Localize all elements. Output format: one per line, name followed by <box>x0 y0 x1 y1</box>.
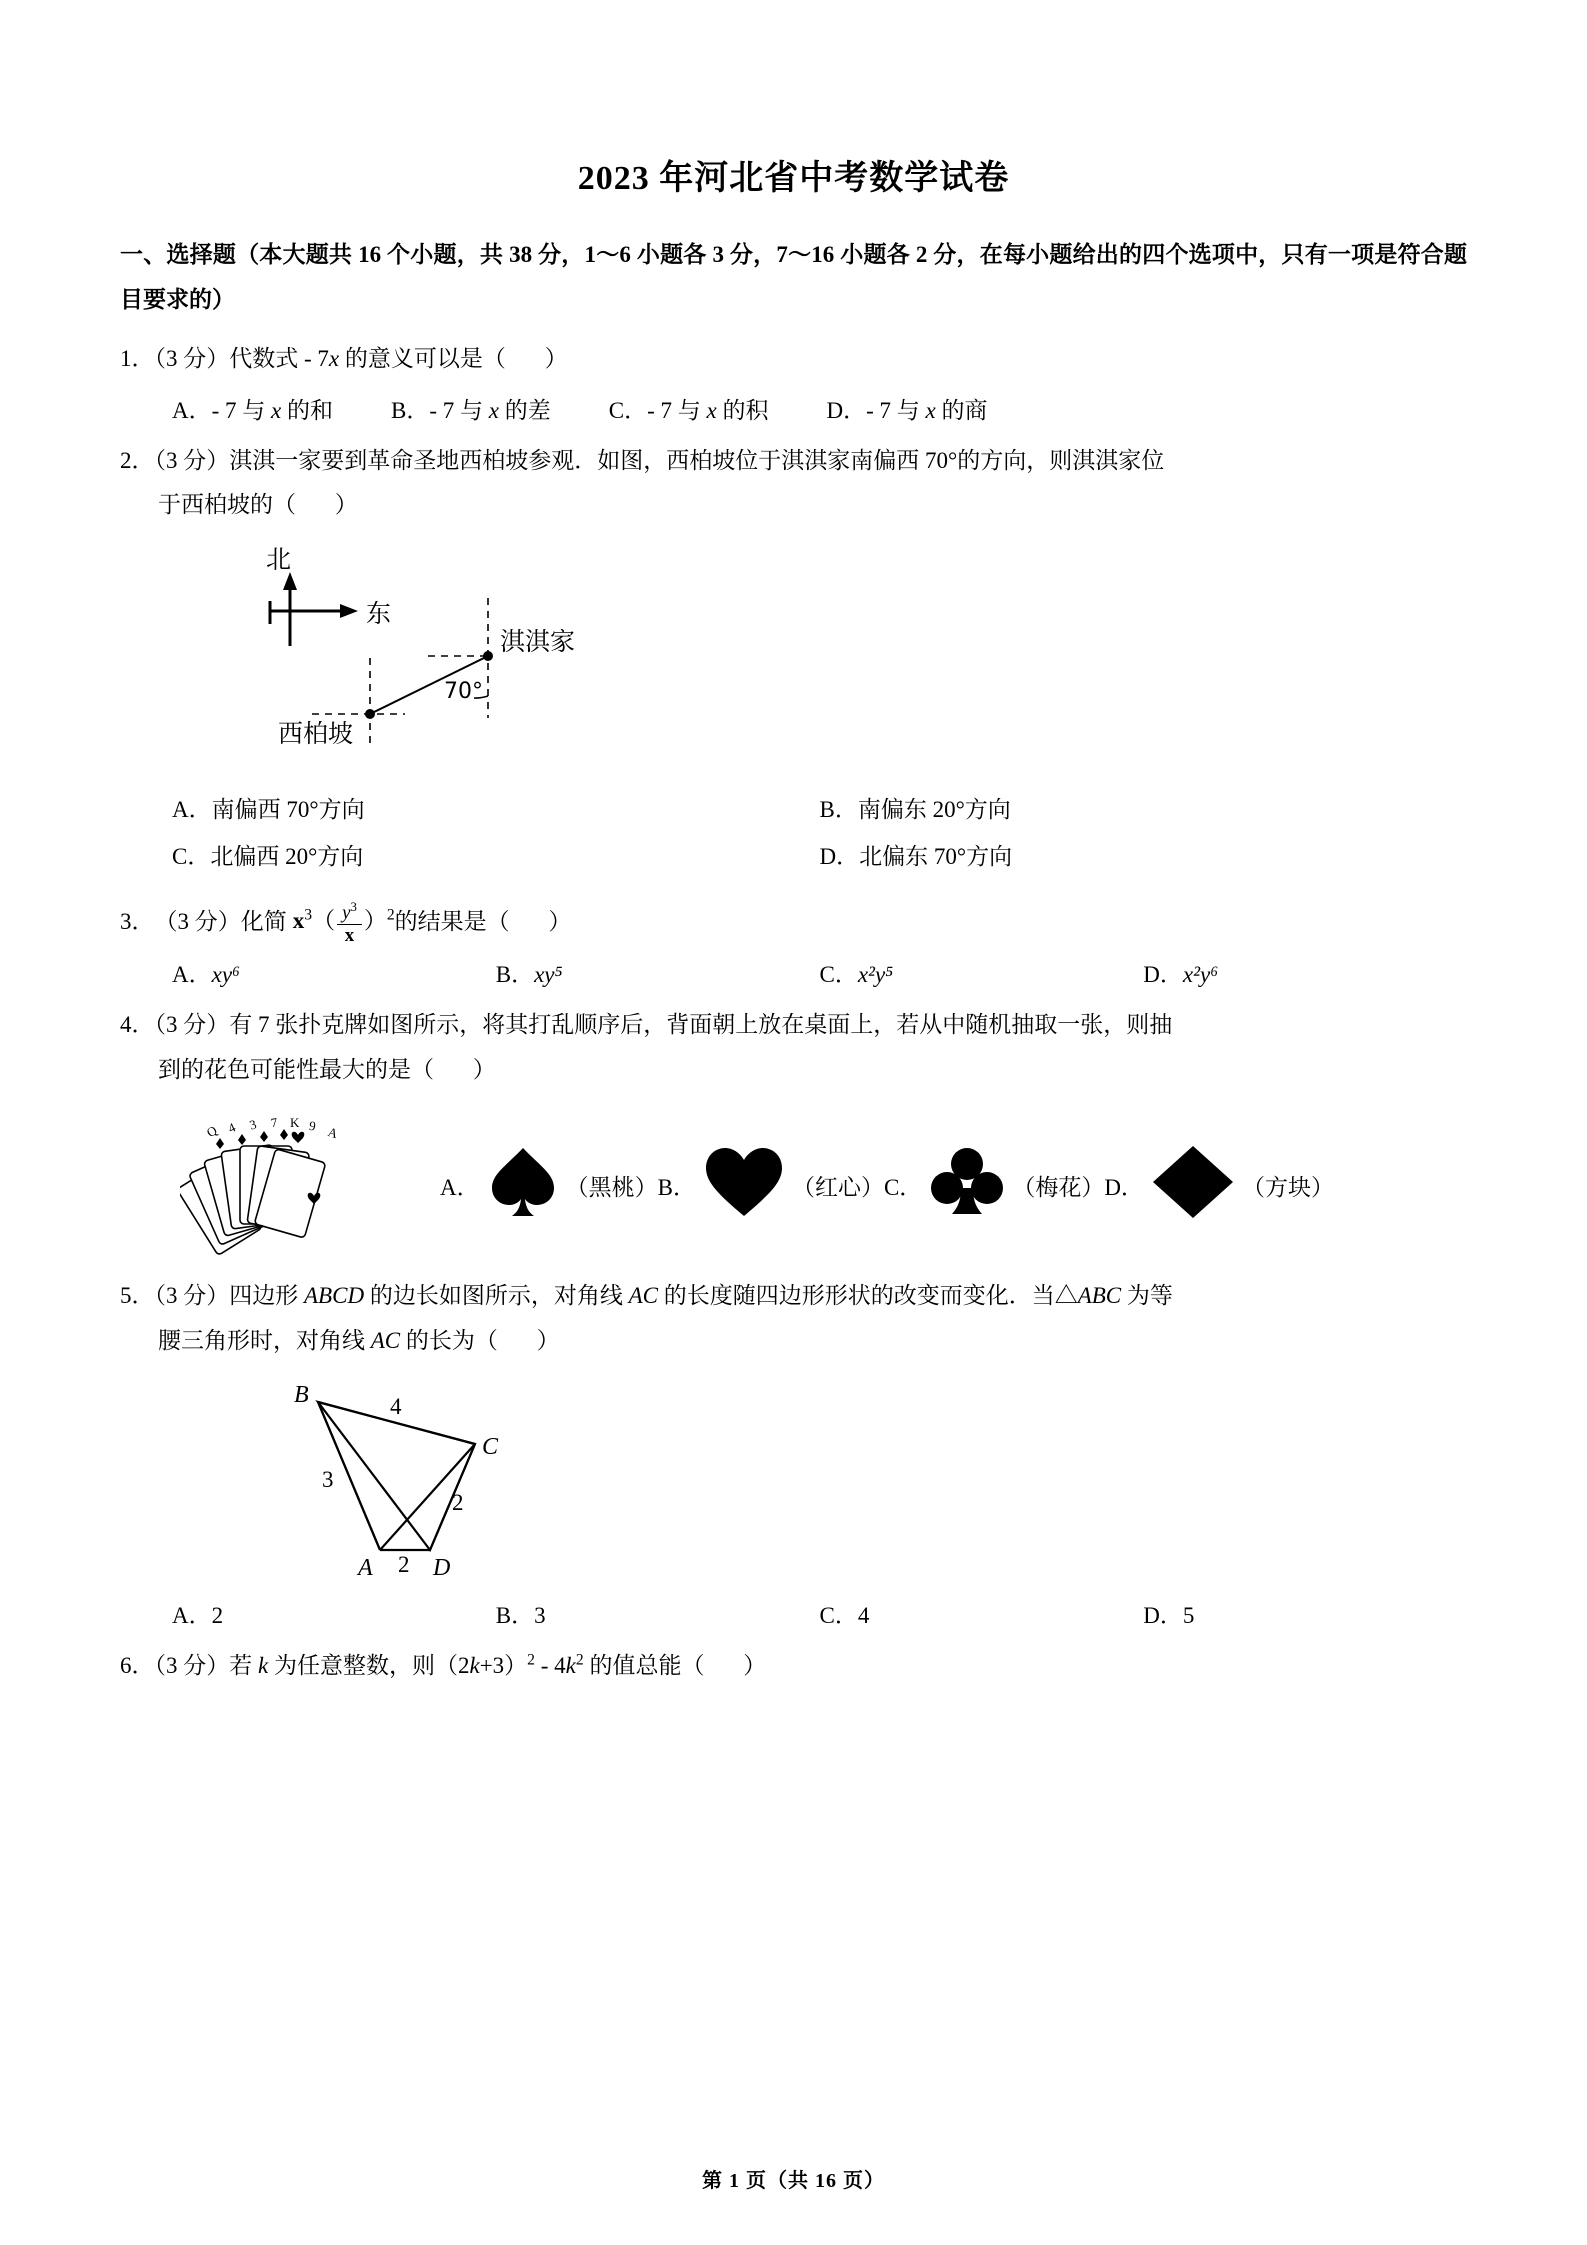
q1-stem-pre: 代数式 - 7 <box>229 345 329 371</box>
q1-option-a[interactable] <box>172 392 333 425</box>
q5-line2-a: 腰三角形时，对角线 <box>158 1328 371 1354</box>
q3-option-a[interactable] <box>172 956 496 989</box>
q5-option-b-text: 3 <box>534 1603 546 1629</box>
q3-option-a-expr: xy⁶ <box>211 961 241 987</box>
q4-option-a-tag: A． <box>440 1174 480 1200</box>
svg-text:3: 3 <box>247 1116 259 1133</box>
label-north: 北 <box>266 546 292 575</box>
q1-option-b-text-b: 的差 <box>499 397 551 423</box>
q3-number: 3 <box>120 909 132 935</box>
q3-option-c-tag: C． <box>819 961 858 987</box>
q5-line1-abc: ABC <box>1077 1283 1122 1309</box>
q1-option-c-text-a: - 7 与 <box>647 397 707 423</box>
q3-frac-num-exp: 3 <box>350 900 357 915</box>
q6-k3: k <box>565 1653 576 1679</box>
question-6: 6．（3 分）若 k 为任意整数，则$(2k+3)^2 - 4k^2$ 的值总能（ ） <box>120 1651 767 1679</box>
q6-stem-c: +3） <box>479 1653 528 1679</box>
q3-score: （3 分） <box>154 909 241 935</box>
q5-option-d-text: 5 <box>1182 1603 1195 1629</box>
q3-base-exp: 3 <box>304 906 313 924</box>
page-title: 2023 年河北省中考数学试卷 <box>577 160 1010 197</box>
svg-text:A: A <box>326 1124 340 1142</box>
q1-option-c-text-b: 的积 <box>716 397 769 423</box>
q6-stem-a: 若 <box>229 1653 258 1679</box>
q1-number: 1 <box>120 345 132 371</box>
q1-option-b-text-a: - 7 与 <box>429 397 489 423</box>
q5-number: 5 <box>120 1283 132 1309</box>
q2-number: 2 <box>120 447 132 473</box>
q3-fraction <box>337 900 362 946</box>
q1-option-a-var: x <box>271 397 282 423</box>
q1-option-b-tag: B． <box>391 397 430 423</box>
question-4-figure-row <box>180 1110 1467 1260</box>
question-2-figure <box>230 546 1467 781</box>
q5-score: （3 分） <box>154 1283 230 1309</box>
vertex-a: A <box>358 1555 373 1582</box>
heart-icon <box>702 1144 786 1226</box>
q1-variable: x <box>328 345 340 371</box>
label-east: 东 <box>366 599 392 629</box>
q3-stem-pre: 化简 <box>240 909 287 935</box>
side-bc: 4 <box>390 1394 402 1420</box>
question-3-options <box>172 956 1467 989</box>
q2-line1: 淇淇一家要到革命圣地西柏坡参观．如图，西柏坡位于淇淇家南偏西 70°的方向，则淇淇家位 <box>229 447 1165 473</box>
q3-option-c-expr: x²y⁵ <box>857 961 894 987</box>
question-5-figure <box>270 1382 1467 1587</box>
q5-line2-end: ） <box>536 1328 560 1354</box>
question-1: 1．（3 分）代数式 - 7x 的意义可以是（ ） <box>120 345 568 371</box>
q3-option-b-expr: xy⁵ <box>534 961 563 987</box>
vertex-c: C <box>482 1434 499 1461</box>
q5-line2-wrap <box>158 1319 1467 1364</box>
q1-option-a-text-a: - 7 与 <box>211 397 272 423</box>
q4-option-a-name: （黑桃） <box>565 1174 658 1200</box>
q3-option-b[interactable] <box>496 956 820 989</box>
section-heading: 一、选择题（本大题共 16 个小题，共 38 分，1～6 小题各 3 分，7～16 小题各 2 分，在每小题给出的四个选项中，只有一项是符合题目要求的） <box>120 242 1467 312</box>
q3-option-d[interactable] <box>1143 956 1467 989</box>
question-4: 4．（3 分）有 7 张扑克牌如图所示，将其打乱顺序后，背面朝上放在桌面上，若从中随机抽取一张，则抽 到的花色可能性最大的是（ ） <box>120 1003 1467 1093</box>
q5-option-c-tag: C． <box>819 1603 858 1629</box>
q6-sup1: 2 <box>527 1651 535 1669</box>
diamond-icon <box>1150 1143 1236 1227</box>
svg-text:Q: Q <box>203 1122 220 1141</box>
svg-text:4: 4 <box>225 1119 238 1137</box>
q6-stem-e: 的值总能（ <box>583 1653 705 1679</box>
q1-stem-post: 的意义可以是（ <box>339 345 506 371</box>
q2-option-d[interactable] <box>820 838 1468 871</box>
q1-option-c-tag: C． <box>608 397 648 423</box>
q4-option-b-tag: B． <box>657 1174 696 1200</box>
q5-option-a[interactable] <box>172 1597 496 1630</box>
q6-number: 6 <box>120 1653 132 1679</box>
q1-option-a-tag: A． <box>172 397 212 423</box>
q6-stem-end: ） <box>743 1653 767 1679</box>
q4-option-c-tag: C． <box>883 1174 923 1200</box>
svg-text:9: 9 <box>308 1118 317 1135</box>
q3-option-a-tag: A． <box>172 961 212 987</box>
svg-text:K: K <box>290 1115 300 1131</box>
vertex-b: B <box>294 1382 309 1409</box>
q2-option-a-text: 南偏西 70°方向 <box>211 797 365 823</box>
q1-option-d-var: x <box>925 397 936 423</box>
label-home: 淇淇家 <box>500 627 576 657</box>
q2-option-a[interactable] <box>172 791 820 824</box>
q4-line2: 到的花色可能性最大的是（ <box>158 1056 434 1082</box>
q5-option-c[interactable] <box>820 1597 1144 1630</box>
q3-stem-end: ） <box>548 909 572 935</box>
svg-text:7: 7 <box>269 1114 279 1131</box>
q2-option-a-tag: A． <box>172 797 212 823</box>
q6-sup2: 2 <box>575 1651 584 1669</box>
question-5: 5．（3 分）四边形 ABCD 的边长如图所示，对角线 AC 的长度随四边形形状的改变而变化．当△ABC 为等 腰三角形时，对角线 AC 的长为（ ） <box>120 1274 1467 1364</box>
q5-option-c-text: 4 <box>857 1603 870 1629</box>
q2-line2-end: ） <box>334 492 358 518</box>
q5-option-a-text: 2 <box>211 1603 224 1629</box>
q5-option-b-tag: B． <box>495 1603 535 1629</box>
club-icon <box>928 1144 1006 1226</box>
q3-option-d-tag: D． <box>1143 961 1183 987</box>
spade-icon <box>486 1144 560 1226</box>
q1-option-d-text-b: 的商 <box>935 397 988 423</box>
q3-option-d-expr: x²y⁶ <box>1182 961 1219 987</box>
q2-line2: 于西柏坡的（ <box>158 492 296 518</box>
q6-stem-b: 为任意整数，则（2 <box>268 1653 470 1679</box>
q4-line2-end: ） <box>472 1056 496 1082</box>
q3-option-c[interactable] <box>820 956 1144 989</box>
q1-option-d-text-a: - 7 与 <box>866 397 926 423</box>
q6-stem-d: - 4 <box>534 1653 566 1679</box>
q1-score: （3 分） <box>154 345 230 371</box>
q2-option-d-text: 北偏东 70°方向 <box>859 844 1013 870</box>
q1-option-b[interactable] <box>391 392 551 425</box>
q4-option-b-name: （红心） <box>791 1174 884 1200</box>
q3-base: x <box>292 908 305 934</box>
q4-option-c-name: （梅花） <box>1012 1174 1105 1200</box>
q6-k2: k <box>469 1653 480 1679</box>
q5-line1-c: 的长度随四边形形状的改变而变化．当△ <box>657 1283 1078 1309</box>
q6-k1: k <box>258 1653 269 1679</box>
q5-line2-ac: AC <box>370 1328 401 1354</box>
q1-option-d-tag: D． <box>826 397 867 423</box>
q4-number: 4 <box>120 1011 132 1037</box>
q2-option-b-text: 南偏东 20°方向 <box>857 797 1011 823</box>
question-1-options <box>172 392 1467 425</box>
q5-option-d-tag: D． <box>1143 1603 1183 1629</box>
q4-line2-wrap <box>158 1048 1467 1093</box>
q2-score: （3 分） <box>154 447 230 473</box>
q1-option-c-var: x <box>706 397 717 423</box>
q5-line1-ac: AC <box>628 1283 658 1309</box>
compass-diagram <box>230 546 670 776</box>
q3-frac-den: x <box>344 924 355 946</box>
q2-option-c[interactable] <box>172 838 820 871</box>
q1-stem-end: ） <box>544 345 568 371</box>
page-footer: 第 1 页（共 16 页） <box>702 2170 885 2192</box>
side-cd: 2 <box>452 1490 464 1516</box>
question-2-options <box>172 791 1467 885</box>
q2-option-c-text: 北偏西 20°方向 <box>210 844 364 870</box>
q5-option-b[interactable] <box>496 1597 820 1630</box>
vertex-d: D <box>433 1555 451 1582</box>
q4-option-d-tag: D． <box>1104 1174 1144 1200</box>
label-place: 西柏坡 <box>278 719 354 749</box>
q5-line1-d: 为等 <box>1121 1283 1173 1309</box>
q1-option-c[interactable] <box>609 392 769 425</box>
label-angle-70: 70° <box>444 679 483 705</box>
side-ab: 3 <box>322 1467 334 1493</box>
q5-option-a-tag: A． <box>172 1603 212 1629</box>
q1-option-b-var: x <box>488 397 499 423</box>
q5-line2-b: 的长为（ <box>400 1328 498 1354</box>
q2-option-d-tag: D． <box>819 844 860 870</box>
q3-option-b-tag: B． <box>495 961 535 987</box>
q5-option-d[interactable] <box>1143 1597 1467 1630</box>
q2-line2-wrap <box>158 483 1467 528</box>
side-ad: 2 <box>398 1552 410 1578</box>
q4-option-d-name: （方块） <box>1241 1174 1334 1200</box>
q6-score: （3 分） <box>154 1653 230 1679</box>
q3-paren-exp: 2 <box>386 906 395 924</box>
q2-option-b[interactable] <box>820 791 1468 824</box>
q4-score: （3 分） <box>154 1011 230 1037</box>
question-2: 2．（3 分）淇淇一家要到革命圣地西柏坡参观．如图，西柏坡位于淇淇家南偏西 70°的方向，则淇淇家位 于西柏坡的（ ） <box>120 439 1467 529</box>
q3-frac-num: y <box>342 902 351 924</box>
quadrilateral-diagram <box>270 1382 570 1582</box>
q3-stem-post: 的结果是（ <box>394 909 510 935</box>
question-3: 3 ． （3 分） 化简 $x^3$（ $\frac{y^3}{x}$ ）$^2$ 的结果是（ ） <box>120 900 572 946</box>
q4-line1: 有 7 张扑克牌如图所示，将其打乱顺序后，背面朝上放在桌面上，若从中随机抽取一张，则抽 <box>229 1011 1173 1037</box>
q2-option-b-tag: B． <box>819 797 858 823</box>
q5-line1-a: 四边形 <box>229 1283 304 1309</box>
playing-cards-fan <box>180 1110 440 1260</box>
question-5-options <box>172 1597 1467 1630</box>
q2-option-c-tag: C． <box>172 844 211 870</box>
q5-line1-b: 的边长如图所示，对角线 <box>364 1283 629 1309</box>
q1-option-a-text-b: 的和 <box>281 397 334 423</box>
q5-line1-abcd: ABCD <box>304 1283 365 1309</box>
q1-option-d[interactable] <box>826 392 987 425</box>
